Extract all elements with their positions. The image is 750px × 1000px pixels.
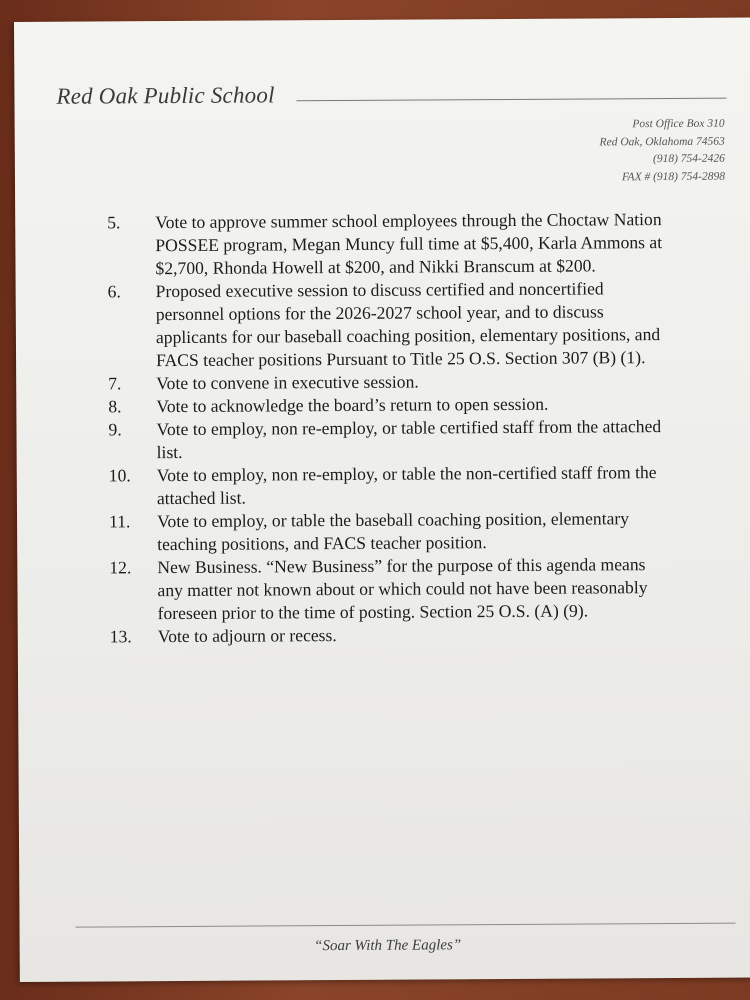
school-motto: “Soar With The Eagles” (314, 937, 462, 955)
letterhead-rule (296, 98, 726, 102)
agenda-item-5 (107, 208, 667, 280)
agenda-item-number: 9. (108, 419, 122, 440)
agenda-item-text: Vote to acknowledge the board’s return to open session. (156, 393, 549, 417)
agenda-item-11 (109, 507, 669, 556)
document-page (14, 18, 750, 982)
agenda-item-number: 6. (107, 281, 121, 302)
school-address (599, 116, 725, 187)
agenda-item-number: 7. (108, 373, 122, 394)
agenda-item-text: Proposed executive session to discuss certified and noncertified personnel options for the 2026-2027 school year, and to discuss applicants for our baseball coaching position, elementary positions, and FACS teacher positions Pursuant to Title 25 O.S. Section 307 (B) (1). (155, 278, 661, 371)
agenda-list (107, 208, 670, 648)
agenda-item-text: New Business. “New Business” for the purpose of this agenda means any matter not known about or which could not have been reasonably foreseen prior to the time of posting. Section 25 O.S. (A) (9). (157, 554, 648, 624)
agenda-item-number: 10. (108, 465, 131, 486)
agenda-item-8 (108, 392, 668, 418)
agenda-item-9 (108, 415, 668, 464)
agenda-item-number: 12. (109, 557, 132, 578)
address-fax: FAX # (918) 754-2898 (621, 170, 725, 183)
agenda-item-13 (110, 622, 670, 648)
agenda-item-12 (109, 553, 669, 625)
address-phone: (918) 754-2426 (652, 152, 725, 166)
agenda-item-text: Vote to adjourn or recess. (157, 625, 337, 647)
agenda-item-text: Vote to convene in executive session. (156, 371, 419, 394)
address-po-box: Post Office Box 310 (632, 117, 725, 131)
agenda-item-text: Vote to employ, non re-employ, or table certified staff from the attached list. (156, 416, 662, 463)
agenda-item-text: Vote to employ, non re-employ, or table the non-certified staff from the attached list. (156, 462, 657, 509)
agenda-item-10 (109, 461, 669, 510)
footer-rule (76, 923, 736, 928)
agenda-item-number: 8. (108, 396, 122, 417)
agenda-item-7 (108, 369, 668, 395)
agenda-item-number: 11. (108, 511, 131, 532)
address-city-state: Red Oak, Oklahoma 74563 (599, 135, 725, 148)
agenda-item-text: Vote to employ, or table the baseball coaching position, elementary teaching positions, and FACS teacher position. (156, 508, 630, 555)
agenda-item-6 (108, 277, 669, 372)
school-name: Red Oak Public School (56, 82, 275, 109)
agenda-item-number: 13. (109, 626, 132, 647)
agenda-item-text: Vote to approve summer school employees through the Choctaw Nation POSSEE program, Megan Muncy full time at $5,400, Karla Ammons at $2,700, Rhonda Howell at $200, and Nikki Branscum at $200. (155, 209, 663, 279)
agenda-item-number: 5. (107, 212, 121, 233)
